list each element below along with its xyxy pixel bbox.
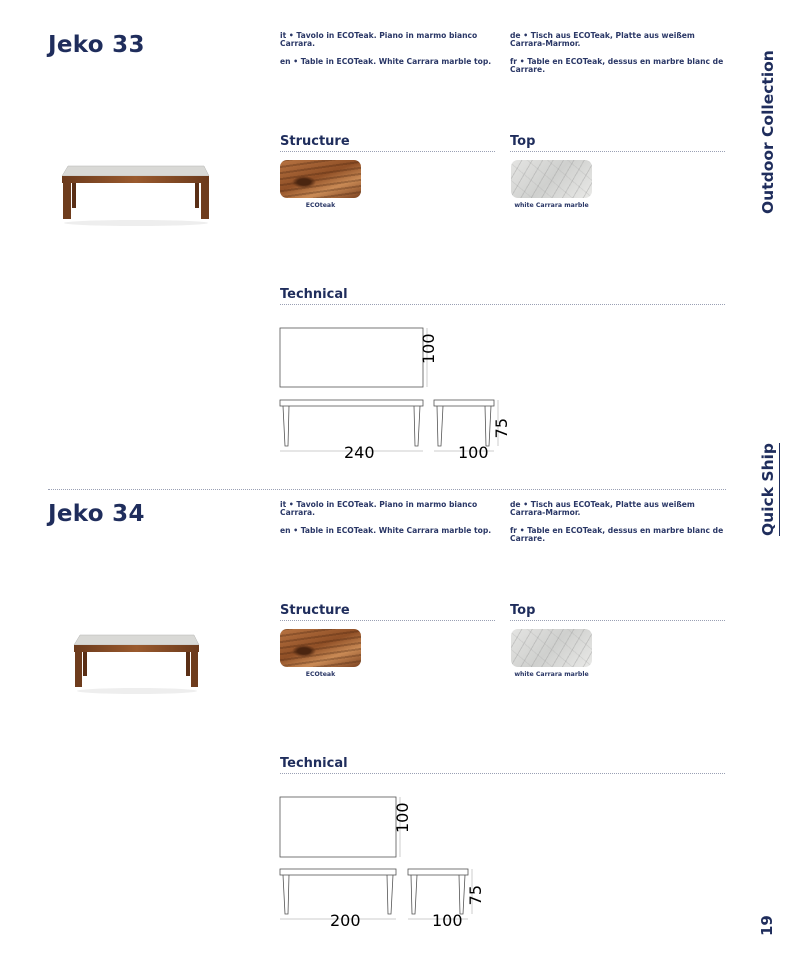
dim-side-width: 100 bbox=[432, 911, 463, 930]
dim-length: 200 bbox=[330, 911, 361, 930]
page-number: 19 bbox=[758, 915, 776, 936]
marble-swatch bbox=[511, 629, 592, 667]
description-it: it • Tavolo in ECOTeak. Piano in marmo bianco Carrara. bbox=[280, 500, 478, 518]
quick-ship-label: Quick Ship bbox=[759, 443, 780, 536]
description-de: de • Tisch aus ECOTeak, Platte aus weißem Carrara-Marmor. bbox=[510, 31, 695, 49]
description-en: en • Table in ECOTeak. White Carrara marble top. bbox=[280, 526, 492, 535]
product-photo bbox=[70, 630, 204, 698]
ecoteak-swatch bbox=[280, 629, 361, 667]
product-name: Jeko 33 bbox=[48, 32, 145, 58]
product-jeko-34 bbox=[0, 469, 800, 949]
top-swatch-label: white Carrara marble bbox=[514, 671, 589, 678]
description-en: en • Table in ECOTeak. White Carrara marble top. bbox=[280, 57, 492, 66]
dim-height: 75 bbox=[466, 885, 485, 906]
dim-width: 100 bbox=[393, 802, 412, 833]
front-elevation bbox=[280, 400, 423, 446]
description-de: de • Tisch aus ECOTeak, Platte aus weißem Carrara-Marmor. bbox=[510, 500, 695, 518]
collection-label: Outdoor Collection bbox=[759, 50, 777, 214]
structure-swatch-label: ECOteak bbox=[305, 671, 336, 678]
side-elevation bbox=[408, 869, 468, 914]
technical-heading: Technical bbox=[280, 287, 725, 305]
product-photo bbox=[58, 160, 216, 230]
technical-drawing bbox=[276, 789, 516, 934]
dim-height: 75 bbox=[492, 418, 511, 439]
structure-heading: Structure bbox=[280, 134, 495, 152]
top-heading: Top bbox=[510, 134, 725, 152]
plan-view bbox=[280, 328, 423, 387]
marble-swatch bbox=[511, 160, 592, 198]
description-fr: fr • Table en ECOTeak, dessus en marbre blanc de Carrare. bbox=[510, 526, 724, 544]
side-elevation bbox=[434, 400, 494, 446]
description-it: it • Tavolo in ECOTeak. Piano in marmo bianco Carrara. bbox=[280, 31, 478, 49]
dim-width: 100 bbox=[419, 333, 438, 364]
dim-length: 240 bbox=[344, 443, 375, 462]
front-elevation bbox=[280, 869, 396, 914]
technical-drawing bbox=[276, 320, 516, 465]
plan-view bbox=[280, 797, 396, 857]
structure-swatch-label: ECOteak bbox=[305, 202, 336, 209]
top-heading: Top bbox=[510, 603, 725, 621]
top-swatch-label: white Carrara marble bbox=[514, 202, 589, 209]
dim-side-width: 100 bbox=[458, 443, 489, 462]
technical-heading: Technical bbox=[280, 756, 725, 774]
product-name: Jeko 34 bbox=[48, 501, 145, 527]
structure-heading: Structure bbox=[280, 603, 495, 621]
ecoteak-swatch bbox=[280, 160, 361, 198]
description-fr: fr • Table en ECOTeak, dessus en marbre blanc de Carrare. bbox=[510, 57, 724, 75]
